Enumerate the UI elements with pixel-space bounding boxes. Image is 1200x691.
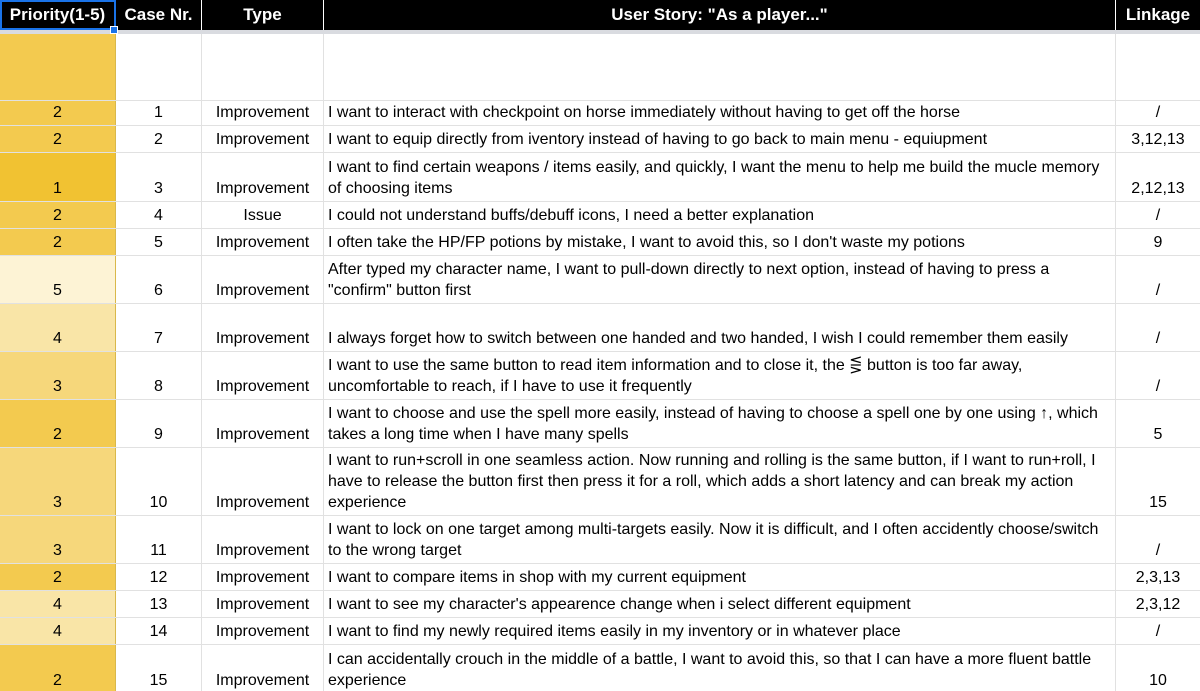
linkage-cell-text: 10 (1149, 672, 1167, 689)
priority-cell[interactable] (0, 153, 116, 201)
linkage-cell[interactable] (1116, 352, 1200, 399)
type-cell[interactable] (202, 256, 324, 303)
priority-cell[interactable] (0, 400, 116, 447)
priority-cell-text: 2 (53, 104, 62, 121)
type-cell[interactable] (202, 304, 324, 351)
priority-cell[interactable] (0, 591, 116, 617)
table-row (0, 591, 1200, 618)
table-row (0, 564, 1200, 591)
priority-cell[interactable] (0, 564, 116, 590)
type-cell-text: Improvement (215, 569, 310, 586)
story-cell[interactable] (324, 448, 1116, 515)
linkage-cell-text: / (1155, 104, 1161, 121)
case-cell[interactable] (116, 618, 202, 644)
header-row (0, 0, 1200, 34)
linkage-cell-text: / (1155, 330, 1161, 347)
priority-cell[interactable] (0, 126, 116, 152)
priority-cell[interactable] (0, 256, 116, 303)
linkage-cell[interactable] (1116, 564, 1200, 590)
case-cell-text: 12 (149, 569, 168, 586)
priority-cell-text: 2 (53, 569, 62, 586)
linkage-cell[interactable] (1116, 400, 1200, 447)
case-cell-text: 4 (154, 207, 163, 224)
priority-cell-text: 4 (53, 596, 62, 613)
case-cell[interactable] (116, 202, 202, 228)
table-row (0, 229, 1200, 256)
case-cell-empty[interactable] (116, 34, 202, 100)
linkage-cell-text: 9 (1153, 234, 1163, 251)
case-cell-text: 5 (154, 234, 163, 251)
case-cell[interactable] (116, 304, 202, 351)
table-row (0, 256, 1200, 304)
priority-cell[interactable] (0, 516, 116, 563)
linkage-cell-text: 5 (1153, 426, 1163, 443)
story-cell-empty[interactable] (324, 34, 1116, 100)
story-cell-text: I want to run+scroll in one seamless action. Now running and rolling is the same button, if I want to run+roll, I have to release the button first then press it for a roll, which adds a short latency and can break my action experience (328, 452, 1096, 511)
case-cell[interactable] (116, 564, 202, 590)
linkage-cell[interactable] (1116, 126, 1200, 152)
linkage-cell[interactable] (1116, 229, 1200, 255)
linkage-cell[interactable] (1116, 256, 1200, 303)
case-cell-text: 10 (149, 494, 168, 511)
story-cell-text: I could not understand buffs/debuff icons, I need a better explanation (328, 207, 814, 224)
type-cell[interactable] (202, 101, 324, 125)
case-cell-text: 1 (154, 104, 163, 121)
story-cell-text: I can accidentally crouch in the middle of a battle, I want to avoid this, so that I can have a more fluent battle experience (328, 651, 1092, 689)
priority-cell[interactable] (0, 229, 116, 255)
linkage-cell[interactable] (1116, 516, 1200, 563)
type-cell-text: Improvement (215, 330, 310, 347)
story-cell[interactable] (324, 229, 1116, 255)
table-row (0, 400, 1200, 448)
type-cell-text: Improvement (215, 104, 310, 121)
type-cell-text: Improvement (215, 596, 310, 613)
linkage-cell-text: / (1155, 282, 1161, 299)
priority-cell[interactable] (0, 645, 116, 691)
case-cell[interactable] (116, 229, 202, 255)
header-story-label: User Story: "As a player..." (611, 5, 828, 24)
linkage-cell-empty[interactable] (1116, 34, 1200, 100)
story-cell[interactable] (324, 256, 1116, 303)
linkage-cell-text: 2,3,13 (1135, 569, 1181, 586)
story-cell-text: I want to equip directly from iventory instead of having to go back to main menu - equiupment (328, 131, 988, 148)
linkage-cell-text: / (1155, 207, 1161, 224)
type-cell[interactable] (202, 591, 324, 617)
priority-cell-empty[interactable] (0, 34, 116, 100)
type-cell-text: Improvement (215, 234, 310, 251)
case-cell-text: 7 (154, 330, 163, 347)
priority-cell[interactable] (0, 448, 116, 515)
header-linkage-label: Linkage (1125, 5, 1191, 24)
table-row (0, 304, 1200, 352)
priority-cell[interactable] (0, 101, 116, 125)
case-cell[interactable] (116, 516, 202, 563)
type-cell-text: Improvement (215, 131, 310, 148)
story-cell-text: I want to compare items in shop with my current equipment (328, 569, 746, 586)
type-cell[interactable] (202, 618, 324, 644)
linkage-cell-text: 15 (1149, 494, 1167, 511)
type-cell[interactable] (202, 153, 324, 201)
story-cell[interactable] (324, 126, 1116, 152)
type-cell[interactable] (202, 516, 324, 563)
type-cell[interactable] (202, 126, 324, 152)
linkage-cell-text: / (1155, 542, 1161, 559)
case-cell-text: 3 (154, 180, 163, 197)
story-cell-text: I want to see my character's appearence change when i select different equipment (328, 596, 911, 613)
case-cell[interactable] (116, 126, 202, 152)
type-cell-text: Improvement (215, 672, 310, 689)
case-cell[interactable] (116, 400, 202, 447)
case-cell-text: 6 (154, 282, 163, 299)
header-story-cell[interactable] (324, 0, 1116, 30)
priority-cell-text: 2 (53, 672, 62, 689)
priority-cell-text: 1 (53, 180, 62, 197)
linkage-cell[interactable] (1116, 202, 1200, 228)
case-cell-text: 15 (149, 672, 168, 689)
case-cell[interactable] (116, 256, 202, 303)
story-cell-text: I always forget how to switch between one handed and two handed, I wish I could remember them easily (328, 330, 1068, 347)
story-cell-text: I want to lock on one target among multi-targets easily. Now it is difficult, and I often accidently choose/switch to the wrong target (328, 521, 1099, 559)
case-cell[interactable] (116, 101, 202, 125)
story-cell[interactable] (324, 304, 1116, 351)
linkage-cell[interactable] (1116, 618, 1200, 644)
type-cell-text: Improvement (215, 623, 310, 640)
table-row (0, 126, 1200, 153)
priority-cell[interactable] (0, 304, 116, 351)
priority-cell[interactable] (0, 202, 116, 228)
table-row (0, 352, 1200, 400)
type-cell-text: Improvement (215, 378, 310, 395)
type-cell[interactable] (202, 645, 324, 691)
priority-cell-text: 3 (53, 378, 62, 395)
story-cell-text: I want to find certain weapons / items easily, and quickly, I want the menu to help me build the mucle memory of choosing items (328, 159, 1100, 197)
story-cell[interactable] (324, 400, 1116, 447)
story-cell[interactable] (324, 618, 1116, 644)
table-row (0, 645, 1200, 691)
story-cell[interactable] (324, 591, 1116, 617)
case-cell-text: 13 (149, 596, 168, 613)
story-cell[interactable] (324, 352, 1116, 399)
priority-cell-text: 2 (53, 426, 62, 443)
type-cell[interactable] (202, 400, 324, 447)
priority-cell[interactable] (0, 618, 116, 644)
linkage-cell-text: 3,12,13 (1131, 131, 1185, 148)
type-cell[interactable] (202, 352, 324, 399)
table-row (0, 153, 1200, 202)
linkage-cell[interactable] (1116, 591, 1200, 617)
story-cell[interactable] (324, 564, 1116, 590)
type-cell-text: Improvement (215, 426, 310, 443)
priority-cell-text: 2 (53, 131, 62, 148)
type-cell[interactable] (202, 448, 324, 515)
linkage-cell-text: / (1155, 623, 1161, 640)
priority-cell-text: 3 (53, 494, 62, 511)
header-priority-label: Priority(1-5) (9, 5, 106, 24)
type-cell-empty[interactable] (202, 34, 324, 100)
story-cell-text: I want to find my newly required items easily in my inventory or in whatever place (328, 623, 901, 640)
story-cell-text: I want to interact with checkpoint on horse immediately without having to get off the horse (328, 104, 961, 121)
type-cell[interactable] (202, 564, 324, 590)
header-priority-cell[interactable] (0, 0, 116, 30)
case-cell[interactable] (116, 352, 202, 399)
linkage-cell-text: 2,3,12 (1135, 596, 1181, 613)
priority-cell-text: 4 (53, 623, 62, 640)
linkage-cell[interactable] (1116, 304, 1200, 351)
story-cell[interactable] (324, 153, 1116, 201)
story-cell-text: I want to use the same button to read item information and to close it, the ⋚ button is too far away, uncomfortable to reach, if I have to use it frequently (328, 357, 1023, 395)
linkage-cell[interactable] (1116, 645, 1200, 691)
story-cell[interactable] (324, 202, 1116, 228)
table-row (0, 202, 1200, 229)
linkage-cell[interactable] (1116, 101, 1200, 125)
table-body (0, 34, 1200, 691)
case-cell-text: 14 (149, 623, 168, 640)
linkage-cell[interactable] (1116, 153, 1200, 201)
case-cell-text: 2 (154, 131, 163, 148)
priority-cell-text: 3 (53, 542, 62, 559)
case-cell-text: 11 (150, 542, 167, 559)
case-cell-text: 8 (154, 378, 163, 395)
table-row (0, 101, 1200, 126)
type-cell-text: Improvement (215, 542, 310, 559)
header-type-label: Type (243, 5, 282, 24)
linkage-cell[interactable] (1116, 448, 1200, 515)
type-cell-text: Improvement (215, 494, 310, 511)
linkage-cell-text: / (1155, 378, 1161, 395)
selection-fill-handle[interactable] (110, 26, 118, 34)
priority-cell[interactable] (0, 352, 116, 399)
type-cell-text: Improvement (215, 282, 310, 299)
header-case-label: Case Nr. (124, 5, 193, 24)
type-cell[interactable] (202, 229, 324, 255)
table-row (0, 618, 1200, 645)
type-cell[interactable] (202, 202, 324, 228)
case-cell[interactable] (116, 645, 202, 691)
header-linkage-cell[interactable] (1116, 0, 1200, 30)
case-cell[interactable] (116, 153, 202, 201)
story-cell-text: I want to choose and use the spell more easily, instead of having to choose a spell one by one using ↑, which takes a long time when I have many spells (328, 405, 1098, 443)
linkage-cell-text: 2,12,13 (1131, 180, 1185, 197)
story-cell[interactable] (324, 101, 1116, 125)
priority-cell-text: 2 (53, 234, 62, 251)
table-row (0, 448, 1200, 516)
empty-row (0, 34, 1200, 101)
priority-cell-text: 4 (53, 330, 62, 347)
story-cell-text: After typed my character name, I want to pull-down directly to next option, instead of having to press a "confirm" button first (328, 261, 1050, 299)
story-cell-text: I often take the HP/FP potions by mistake, I want to avoid this, so I don't waste my potions (328, 234, 965, 251)
header-type-cell[interactable] (202, 0, 324, 30)
priority-cell-text: 2 (53, 207, 62, 224)
table-row (0, 516, 1200, 564)
story-cell[interactable] (324, 645, 1116, 691)
header-case-cell[interactable] (116, 0, 202, 30)
case-cell[interactable] (116, 591, 202, 617)
type-cell-text: Improvement (215, 180, 310, 197)
priority-cell-text: 5 (53, 282, 62, 299)
case-cell[interactable] (116, 448, 202, 515)
story-cell[interactable] (324, 516, 1116, 563)
type-cell-text: Issue (243, 207, 282, 224)
case-cell-text: 9 (154, 426, 163, 443)
